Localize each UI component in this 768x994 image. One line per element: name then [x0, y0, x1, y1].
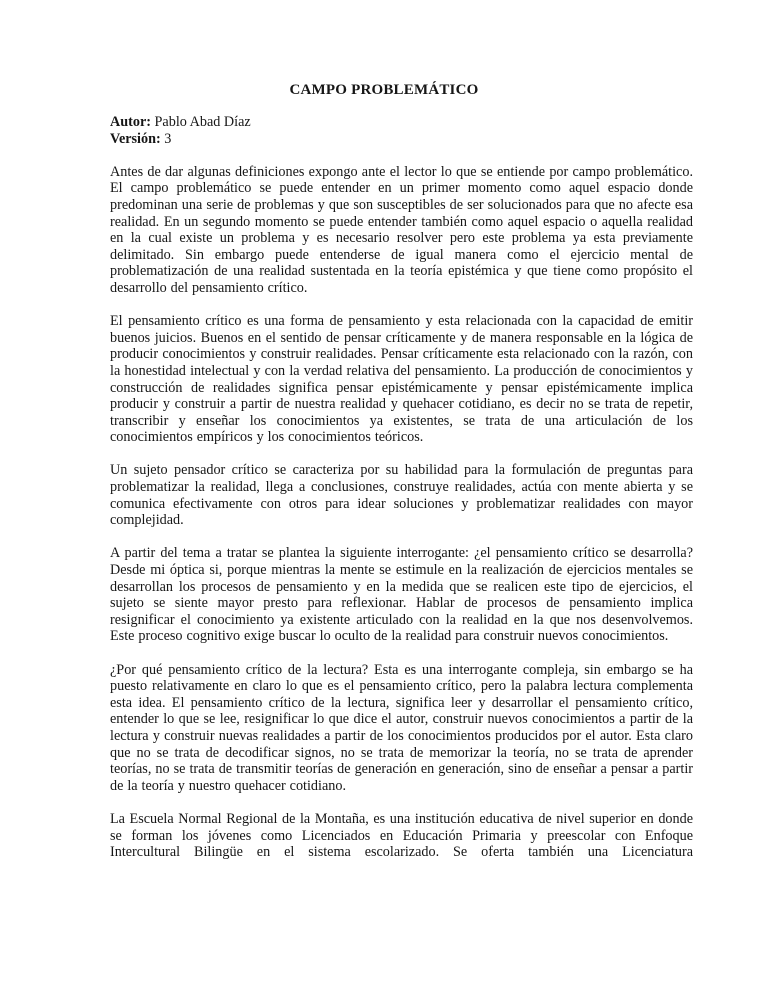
version-value: 3: [164, 130, 172, 147]
paragraph: Antes de dar algunas definiciones expongo ante el lector lo que se entiende por campo problemático. El campo problemático se puede entender en un primer momento como aquel espacio donde predominan una serie de problemas y que son susceptibles de ser solucionados para que no afecte esa realidad. En un segundo momento se puede entender también como aquel espacio o aquella realidad en la cual existe un problema y es necesario resolver pero este problema ya esta previamente delimitado. Sin embargo puede entenderse de igual manera como el ejercicio mental de problematización de una realidad sustentada en la teoría epistémica y que tiene como propósito el desarrollo del pensamiento crítico.: [110, 163, 693, 296]
paragraph: A partir del tema a tratar se plantea la siguiente interrogante: ¿el pensamiento crítico se desarrolla? Desde mi óptica si, porque mientras la mente se estimule en la realización de ejercicios mentales se desarrollan los procesos de pensamiento y en la medida que se realicen este tipo de ejercicios, el sujeto se siente mayor presto para reflexionar. Hablar de procesos de pensamiento implica resignificar el conocimiento ya existente articulado con la realidad en la que nos desenvolvemos. Este proceso cognitivo exige buscar lo oculto de la realidad para construir nuevos conocimientos.: [110, 545, 693, 645]
version-label: Versión:: [110, 130, 161, 147]
author-label: Autor:: [110, 114, 151, 130]
version-line: [110, 131, 693, 148]
paragraph: Un sujeto pensador crítico se caracteriza por su habilidad para la formulación de preguntas para problematizar la realidad, llega a conclusiones, construye realidades, actúa con mente abierta y se comunica efectivamente con otros para idear soluciones y problematizar realidades con mayor complejidad.: [110, 462, 693, 529]
author-value: Pablo Abad Díaz: [154, 114, 251, 130]
paragraph: ¿Por qué pensamiento crítico de la lectura? Esta es una interrogante compleja, sin embargo se ha puesto relativamente en claro lo que es el pensamiento crítico, pero la palabra lectura complementa esta idea. El pensamiento crítico de la lectura, significa leer y desarrollar el pensamiento crítico, entender lo que se lee, resignificar lo que dice el autor, construir nuevos conocimientos a partir de la lectura y construir nuevas realidades a partir de los conocimientos producidos por el autor. Esta claro que no se trata de decodificar signos, no se trata de memorizar la teoría, no se trata de aprender teorías, no se trata de transmitir teorías de generación en generación, sino de enseñar a pensar a partir de la teoría y nuestro quehacer cotidiano.: [110, 661, 693, 794]
document-body: [110, 114, 693, 861]
document-title: CAMPO PROBLEMÁTICO: [289, 82, 479, 98]
paragraph: El pensamiento crítico es una forma de pensamiento y esta relacionada con la capacidad de emitir buenos juicios. Buenos en el sentido de pensar críticamente y de manera responsable en la lógica de producir conocimientos y construir realidades. Pensar críticamente esta relacionado con la razón, con la honestidad intelectual y con la verdad relativa del pensamiento. La producción de conocimientos y construcción de realidades significa pensar epistémicamente y pensar epistémicamente implica producir y construir a partir de nuestra realidad y quehacer cotidiano, es decir no se trata de repetir, transcribir y enseñar los conocimientos ya existentes, se trata de una articulación de los conocimientos empíricos y los conocimientos teóricos.: [110, 313, 693, 446]
paragraph: La Escuela Normal Regional de la Montaña, es una institución educativa de nivel superior en donde se forman los jóvenes como Licenciados en Educación Primaria y preescolar con Enfoque Intercultural Bilingüe en el sistema escolarizado. Se oferta también una Licenciatura: [110, 810, 693, 861]
document-meta: [110, 114, 693, 147]
author-line: [110, 114, 693, 131]
